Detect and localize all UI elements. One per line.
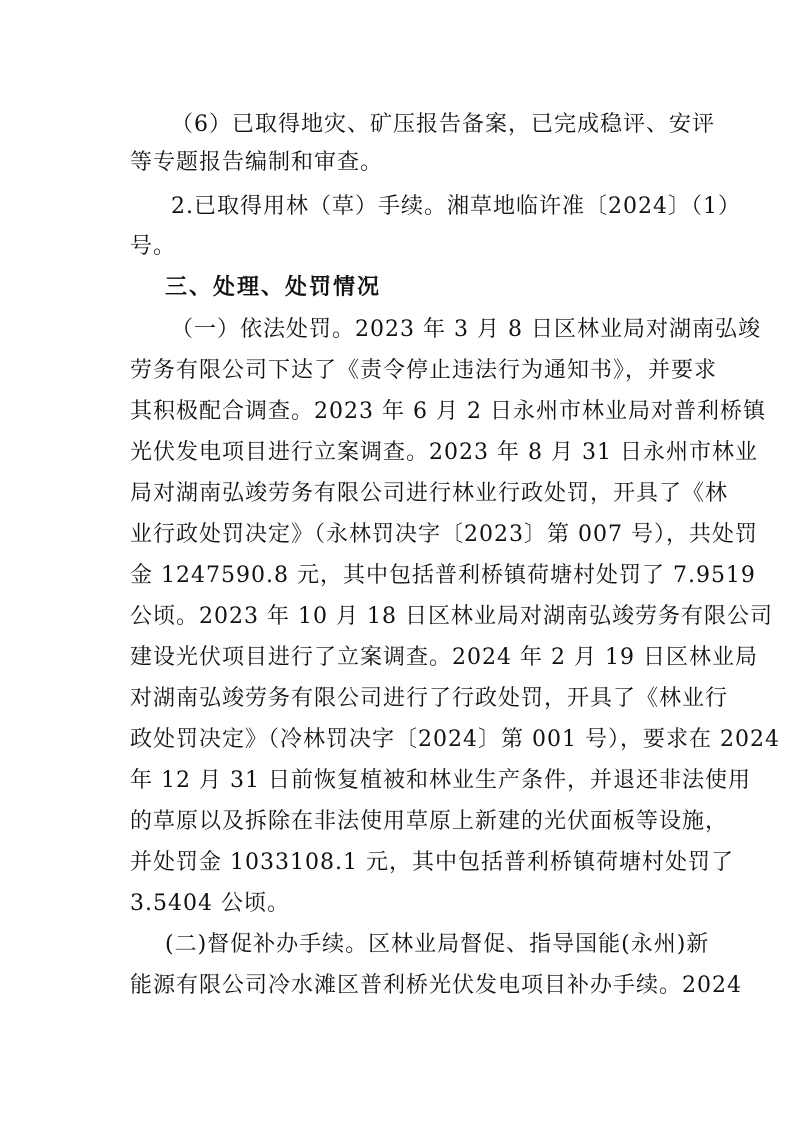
text-line: 号。 <box>130 234 177 259</box>
text-line: 业行政处罚决定》（永林罚决字〔2023〕第 007 号），共处罚 <box>130 522 758 547</box>
text-line: 建设光伏项目进行了立案调查。2024 年 2 月 19 日区林业局 <box>130 645 758 670</box>
text-line: 劳务有限公司下达了《责令停止违法行为通知书》，并要求 <box>130 358 718 383</box>
text-line: 并处罚金 1033108.1 元，其中包括普利桥镇荷塘村处罚了 <box>130 850 734 875</box>
text-line: (二)督促补办手续。区林业局督促、指导国能(永州)新 <box>165 932 710 957</box>
text-line: 能源有限公司冷水滩区普利桥光伏发电项目补办手续。2024 <box>130 973 742 998</box>
text-line: 3.5404 公顷。 <box>130 891 290 916</box>
text-line: （6）已取得地灾、矿压报告备案，已完成稳评、安评 <box>171 112 715 137</box>
text-line: 政处罚决定》（冷林罚决字〔2024〕第 001 号），要求在 2024 <box>130 727 780 752</box>
text-line: （一）依法处罚。2023 年 3 月 8 日区林业局对湖南弘竣 <box>171 317 761 342</box>
text-line: 局对湖南弘竣劳务有限公司进行林业行政处罚，开具了《林 <box>130 481 729 506</box>
text-line: 公顷。2023 年 10 月 18 日区林业局对湖南弘竣劳务有限公司 <box>130 604 773 629</box>
text-line: 金 1247590.8 元，其中包括普利桥镇荷塘村处罚了 7.9519 <box>130 563 756 588</box>
text-line: 其积极配合调查。2023 年 6 月 2 日永州市林业局对普利桥镇 <box>130 399 766 424</box>
text-line: 光伏发电项目进行立案调查。2023 年 8 月 31 日永州市林业 <box>130 440 758 465</box>
text-line: 年 12 月 31 日前恢复植被和林业生产条件，并退还非法使用 <box>130 768 751 793</box>
text-line: 的草原以及拆除在非法使用草原上新建的光伏面板等设施， <box>130 809 729 834</box>
text-line: 2.已取得用林（草）手续。湘草地临许准〔2024〕（1） <box>171 194 741 219</box>
section-heading: 三、处理、处罚情况 <box>165 275 382 300</box>
text-line: 等专题报告编制和审查。 <box>130 150 384 175</box>
text-line: 对湖南弘竣劳务有限公司进行了行政处罚，开具了《林业行 <box>130 686 729 711</box>
